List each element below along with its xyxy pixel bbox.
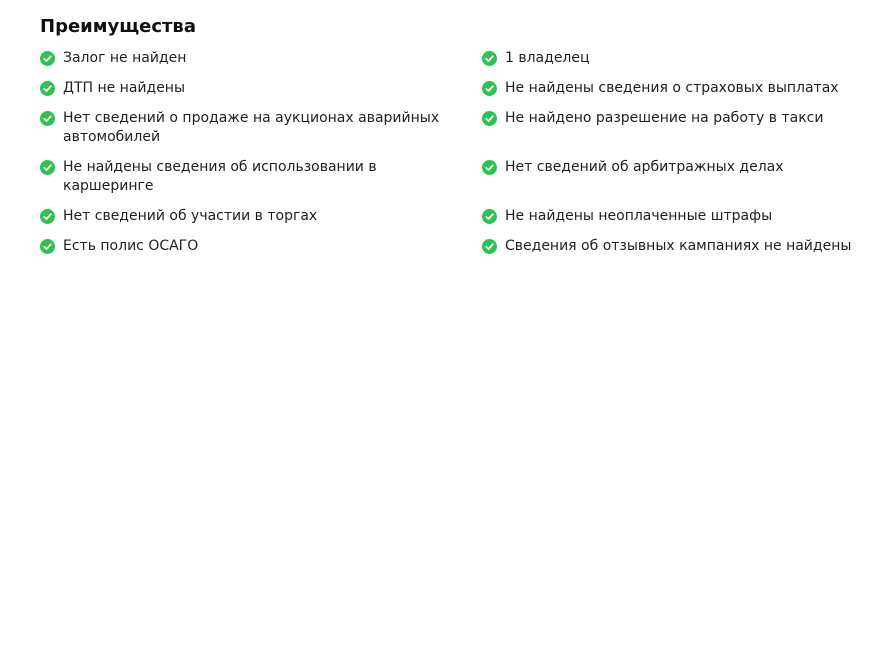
check-circle-icon bbox=[40, 51, 55, 66]
list-item-label: Не найдены сведения об использовании в каршеринге bbox=[63, 159, 377, 194]
list-item-label: Нет сведений о продаже на аукционах аварийных автомобилей bbox=[63, 110, 440, 145]
list-item-label: Есть полис ОСАГО bbox=[63, 238, 199, 254]
list-item-label: Сведения об отзывных кампаниях не найдены bbox=[505, 238, 852, 254]
list-item bbox=[482, 206, 891, 226]
check-circle-icon bbox=[40, 111, 55, 126]
advantages-list bbox=[40, 48, 891, 256]
list-item bbox=[40, 48, 482, 68]
list-item-label: Не найдены неоплаченные штрафы bbox=[505, 208, 773, 224]
check-circle-icon bbox=[482, 51, 497, 66]
check-circle-icon bbox=[482, 81, 497, 96]
list-item-label: 1 владелец bbox=[505, 50, 590, 66]
list-item bbox=[40, 78, 482, 98]
check-circle-icon bbox=[40, 81, 55, 96]
check-circle-icon bbox=[482, 111, 497, 126]
list-item-label: Не найдены сведения о страховых выплатах bbox=[505, 80, 839, 96]
list-item bbox=[40, 236, 482, 256]
list-item bbox=[482, 78, 891, 98]
advantages-section bbox=[40, 14, 891, 256]
check-circle-icon bbox=[482, 160, 497, 175]
list-item bbox=[482, 108, 891, 147]
list-item bbox=[482, 157, 891, 196]
list-item bbox=[40, 108, 482, 147]
check-circle-icon bbox=[40, 160, 55, 175]
section-title: Преимущества bbox=[40, 16, 196, 37]
list-item-label: ДТП не найдены bbox=[63, 80, 186, 96]
list-item bbox=[40, 157, 482, 196]
list-item-label: Нет сведений об участии в торгах bbox=[63, 208, 318, 224]
list-item-label: Нет сведений об арбитражных делах bbox=[505, 159, 784, 175]
list-item bbox=[482, 236, 891, 256]
check-circle-icon bbox=[40, 239, 55, 254]
list-item bbox=[482, 48, 891, 68]
list-item bbox=[40, 206, 482, 226]
check-circle-icon bbox=[40, 209, 55, 224]
list-item-label: Залог не найден bbox=[63, 50, 187, 66]
check-circle-icon bbox=[482, 239, 497, 254]
list-item-label: Не найдено разрешение на работу в такси bbox=[505, 110, 824, 126]
check-circle-icon bbox=[482, 209, 497, 224]
